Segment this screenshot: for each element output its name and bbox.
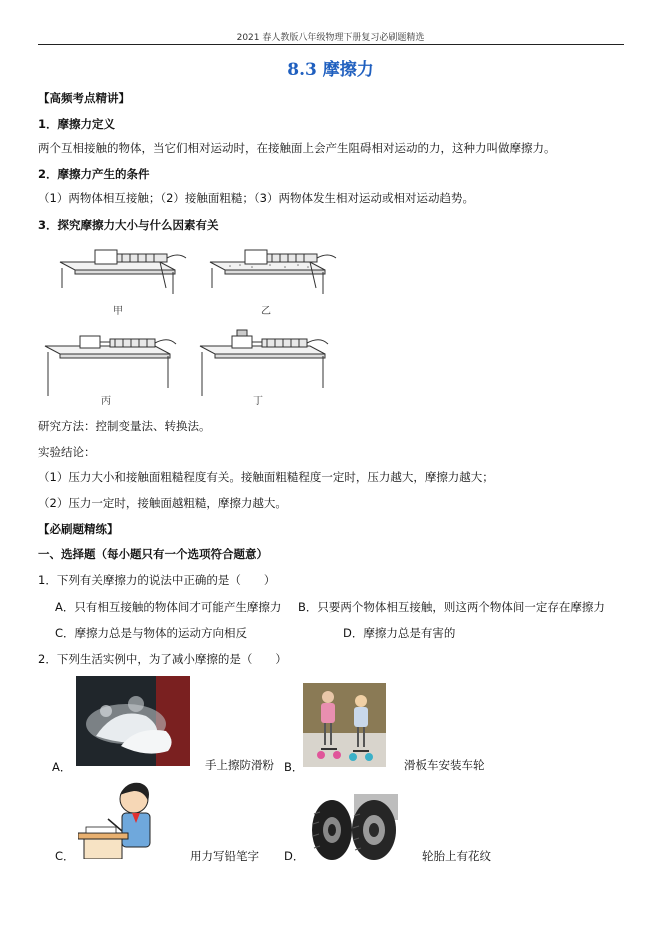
conclusion-2: （2）压力一定时，接触面越粗糙，摩擦力越大。 xyxy=(38,496,287,510)
point-2-heading: 2．摩擦力产生的条件 xyxy=(38,167,150,181)
q2-option-a-text: 手上擦防滑粉 xyxy=(205,758,274,772)
q1-option-b: B．只要两个物体相互接触，则这两个物体间一定存在摩擦力 xyxy=(298,600,605,614)
q2-image-scooters xyxy=(303,683,386,767)
figure-ding-drawing xyxy=(200,330,328,396)
q2-option-b-letter: B． xyxy=(284,760,304,774)
header-rule xyxy=(38,44,624,45)
q2-image-child-writing xyxy=(78,779,162,859)
q2-option-c-text: 用力写铅笔字 xyxy=(190,849,259,863)
figure-bing-label: 丙 xyxy=(101,396,111,407)
research-method: 研究方法：控制变量法、转换法。 xyxy=(38,419,211,433)
point-3-heading: 3．探究摩擦力大小与什么因素有关 xyxy=(38,218,219,232)
figure-yi-label: 乙 xyxy=(261,306,271,317)
q2-option-d-letter: D． xyxy=(284,849,305,863)
page-header: 2021 春人教版八年级物理下册复习必刷题精选 xyxy=(236,33,425,43)
q1-option-d: D．摩擦力总是有害的 xyxy=(343,626,456,640)
q1-option-a: A．只有相互接触的物体间才可能产生摩擦力 xyxy=(55,600,282,614)
figure-jia-drawing xyxy=(60,250,186,294)
point-2-body: （1）两物体相互接触；（2）接触面粗糙；（3）两物体发生相对运动或相对运动趋势。 xyxy=(38,191,474,205)
conclusion-title: 实验结论： xyxy=(38,445,96,459)
q2-option-a-letter: A． xyxy=(52,760,72,774)
q2-option-d-text: 轮胎上有花纹 xyxy=(422,849,491,863)
q1-stem: 1．下列有关摩擦力的说法中正确的是（ ） xyxy=(38,573,276,587)
figure-ding-label: 丁 xyxy=(253,396,263,407)
part-one-heading: 一、选择题（每小题只有一个选项符合题意） xyxy=(38,547,268,561)
friction-experiment-diagram xyxy=(40,238,350,408)
q1-option-c: C．摩擦力总是与物体的运动方向相反 xyxy=(55,626,248,640)
section-practice: 【必刷题精练】 xyxy=(38,522,119,536)
point-1-body: 两个互相接触的物体，当它们相对运动时，在接触面上会产生阻碍相对运动的力，这种力叫做摩擦力。 xyxy=(38,141,556,155)
q2-stem: 2．下列生活实例中，为了减小摩擦的是（ ） xyxy=(38,652,287,666)
conclusion-1: （1）压力大小和接触面粗糙程度有关。接触面粗糙程度一定时，压力越大，摩擦力越大； xyxy=(38,470,494,484)
figure-jia-label: 甲 xyxy=(113,306,123,317)
q2-option-c-letter: C． xyxy=(55,849,75,863)
figure-yi-drawing xyxy=(210,250,336,294)
section-hot-points: 【高频考点精讲】 xyxy=(38,91,130,105)
point-1-heading: 1．摩擦力定义 xyxy=(38,117,116,131)
q2-image-powder-hands xyxy=(76,676,190,766)
page-title: 8.3 摩擦力 xyxy=(287,60,374,80)
figure-bing-drawing xyxy=(45,336,176,396)
q2-image-tires xyxy=(306,794,398,862)
q2-option-b-text: 滑板车安装车轮 xyxy=(404,758,485,772)
